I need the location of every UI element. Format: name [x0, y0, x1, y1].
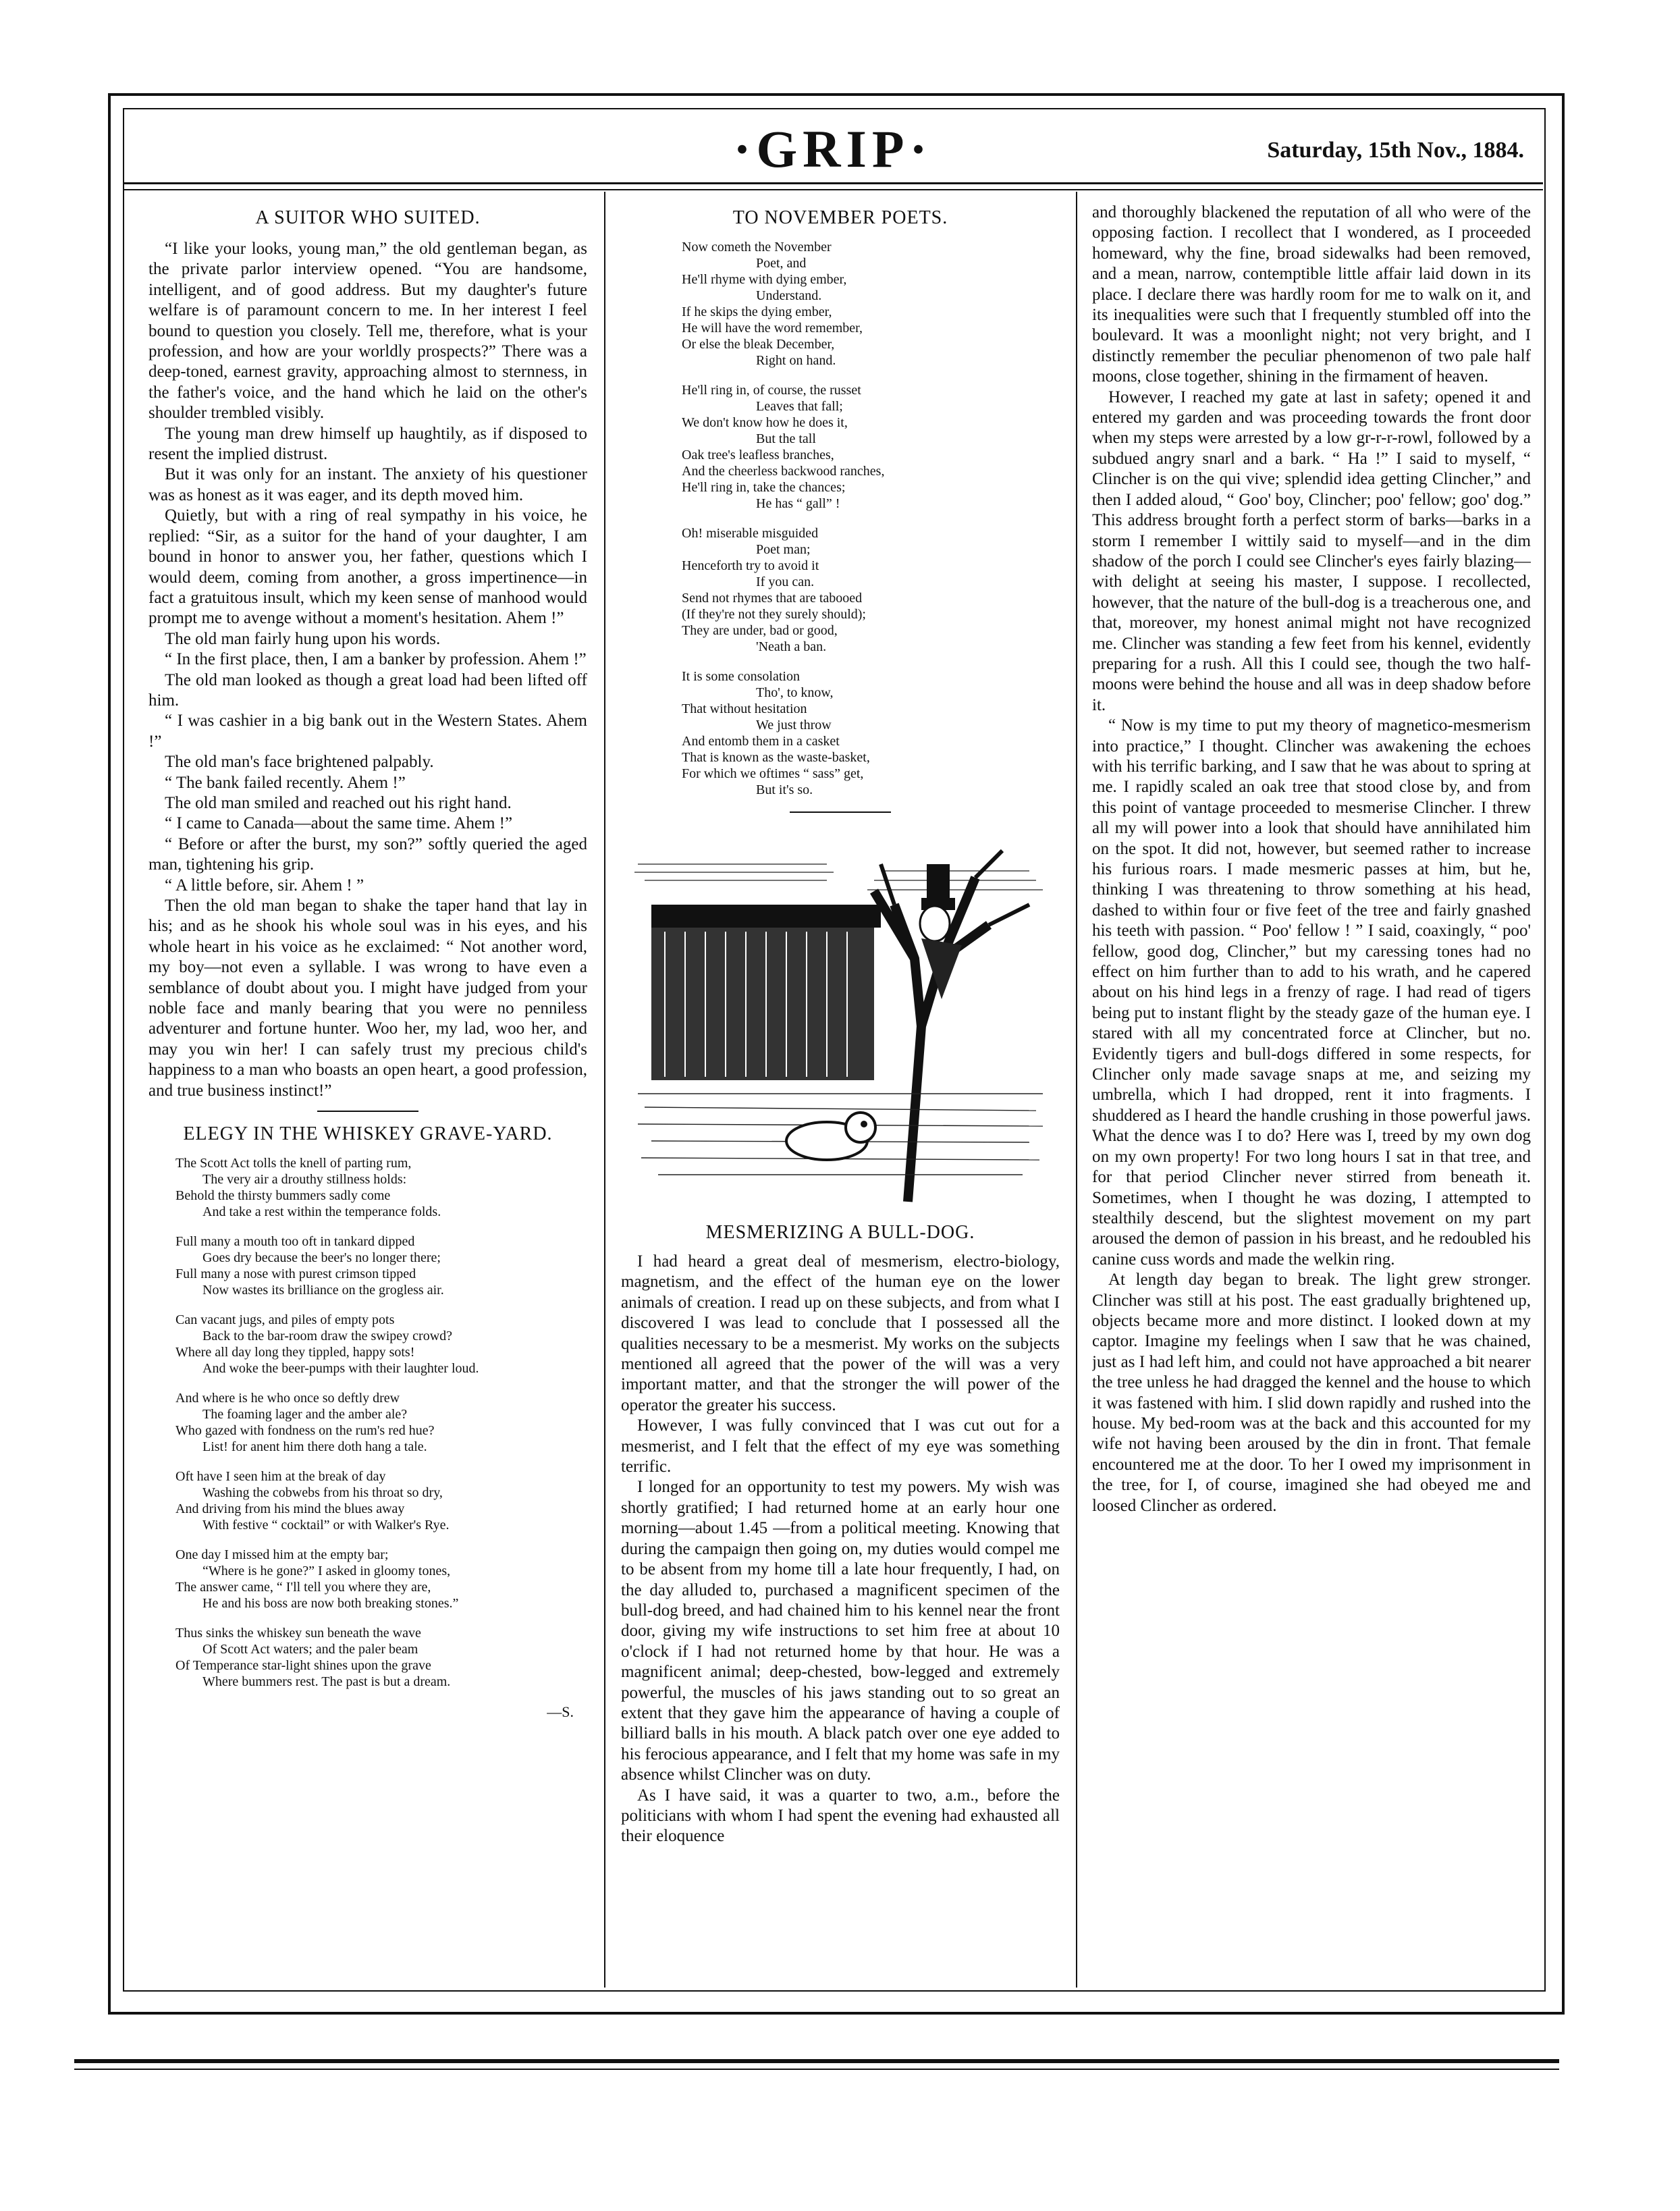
paragraph: The young man drew himself up haughtily, as if disposed to resent the implied distrust.	[148, 424, 587, 464]
paragraph: However, I reached my gate at last in safety; opened it and entered my garden and was proceeding towards the front door when my steps were arrested by a low gr-r-r-rowl, followed by a subdued angry snarl and a bark. “ Ha !” I said to myself, “ Clincher is on the qui vive; splendid idea getting Clincher,” and then I added aloud, “ Goo' boy, Clincher; poo' fellow; goo' dog.” This address brought forth a perfect storm of barks—barks in a storm I remember I wittily said to myself—and in the dim shadow of the porch I could see Clincher's eyes fairly blazing—with delight at seeing his master, I suppose. I recollected, however, that the nature of the bull-dog is a treacherous one, and that, moreover, my honest animal might not have recognized me. Clincher was standing a few feet from his kennel, evidently preparing for a rush. All this I could see, though the two half-moons were behind the house and all was in deep shadow before it.	[1092, 388, 1531, 714]
paragraph: The old man looked as though a great load had been lifted off him.	[148, 670, 587, 710]
column-divider	[1076, 192, 1077, 1988]
elegy-signature: —S.	[547, 1703, 574, 1721]
poem-line: Oak tree's leafless branches,	[682, 448, 834, 462]
poem-line: He and his boss are now both breaking stones.”	[202, 1596, 459, 1611]
paragraph: At length day began to break. The light grew stronger. Clincher was still at his post. The east gradually brightened up, objects became more and more distinct. I looked down at my captor. Imagine my feelings when I saw that he was chained, just as I had left him, and could not have approached a bit nearer the tree unless he had dragged the kennel and the house to which it was fastened with him. I slid down rapidly and rushed into the house. My bed-room was at the back and this accounted for my wife not having been aroused by the din in front. That female encountered me at the door. To her I owed my imprisonment in the tree, for I, of course, imagined she had obeyed me and loosed Clincher as ordered.	[1092, 1271, 1531, 1515]
column-2	[621, 203, 1060, 1985]
poem-line: Washing the cobwebs from his throat so dry,	[202, 1485, 443, 1501]
poem-line: It is some consolation	[682, 669, 800, 684]
poem-line: Right on hand.	[756, 353, 836, 368]
poem-line: The Scott Act tolls the knell of parting rum,	[175, 1156, 412, 1171]
paragraph: However, I was fully convinced that I was cut out for a mesmerist, and I felt that the effect of my eye was something terrific.	[621, 1416, 1060, 1476]
stanza	[175, 1625, 587, 1690]
poem-line: And woke the beer-pumps with their laughter loud.	[202, 1361, 479, 1377]
poem-line: And take a rest within the temperance folds.	[202, 1204, 441, 1220]
poem-line: Can vacant jugs, and piles of empty pots	[175, 1312, 395, 1328]
poem-line: Who gazed with fondness on the rum's red hue?	[175, 1423, 435, 1439]
poem-line: Leaves that fall;	[756, 399, 843, 414]
poem-line: And entomb them in a casket	[682, 734, 840, 749]
poem-line: That without hesitation	[682, 701, 807, 716]
illustration-caption: MESMERIZING A BULL-DOG.	[705, 1222, 975, 1243]
poem-line: The foaming lager and the amber ale?	[202, 1407, 408, 1422]
poem-line: Thus sinks the whiskey sun beneath the wave	[175, 1626, 421, 1641]
stanza	[175, 1155, 587, 1220]
mesmer-article-part-2	[1092, 203, 1531, 1516]
poem-line: For which we oftimes “ sass” get,	[682, 766, 864, 781]
paragraph: “ In the first place, then, I am a banker by profession. Ahem !”	[165, 650, 587, 669]
article-separator	[790, 811, 891, 813]
bull-dog-illustration	[624, 824, 1056, 1215]
paragraph: I had heard a great deal of mesmerism, electro-biology, magnetism, and the effect of the human eye on the lower animals of creation. I read up on these subjects, and from what I discovered I was lead to conclude that I possessed all the qualities necessary to be a mesmerist. My works on the subjects mentioned all agreed that the power of the will was a very important matter, and that the stronger the will power of the operator the greater his success.	[621, 1252, 1060, 1414]
poem-line: 'Neath a ban.	[756, 639, 827, 654]
masthead	[123, 113, 1543, 181]
poem-line: And the cheerless backwood ranches,	[682, 464, 885, 479]
poem-line: (If they're not they surely should);	[682, 607, 866, 622]
poem-line: Oh! miserable misguided	[682, 526, 819, 541]
poem-line: Where bummers rest. The past is but a dream.	[202, 1674, 451, 1690]
poem-line: That is known as the waste-basket,	[682, 750, 870, 765]
poem-line: Tho', to know,	[756, 685, 834, 700]
poem-line: We don't know how he does it,	[682, 415, 848, 430]
poem-line: The answer came, “ I'll tell you where they are,	[175, 1580, 431, 1595]
stanza	[175, 1468, 587, 1533]
column-divider	[604, 192, 605, 1988]
article-separator	[317, 1111, 418, 1112]
poem-line: One day I missed him at the empty bar;	[175, 1547, 389, 1563]
column-1	[148, 203, 587, 1985]
paragraph: “ The bank failed recently. Ahem !”	[165, 773, 406, 792]
poem-line: He'll rhyme with dying ember,	[682, 272, 847, 287]
poem-line: We just throw	[756, 718, 832, 732]
paragraph: “ Before or after the burst, my son?” softly queried the aged man, tightening his grip.	[148, 834, 587, 874]
poem-line: Behold the thirsty bummers sadly come	[175, 1188, 391, 1204]
paragraph: and thoroughly blackened the reputation of all who were of the opposing faction. I recollect that I wondered, as I proceeded homeward, why the fine, broad sidewalks had been removed, and a mean, narrow, contemptible little affair laid down in its place. I declare there was hardly room for me to walk on it, and its inequalities were such that I frequently stumbled off into the boulevard. It was a moonlight night; not very bright, and I distinctly remember the peculiar phenomenon of two pale half moons, close together, shining in the firmament of heaven.	[1092, 203, 1531, 386]
poem-line: But the tall	[756, 431, 816, 446]
stanza	[682, 668, 1060, 798]
column-3	[1092, 203, 1531, 1985]
paragraph: “ A little before, sir. Ahem ! ”	[165, 876, 364, 895]
poets-poem	[621, 239, 1060, 798]
paragraph: Quietly, but with a ring of real sympathy in his voice, he replied: “Sir, as a suitor for the hand of your daughter, I am bound in honor to answer you, her father, questions which I would deem, coming from another, a gross impertinence—in fact a gratuitous insult, which my keen sense of manhood would prompt me to avenge without a moment's hesitation. Ahem !”	[148, 506, 587, 628]
poem-line: He has “ gall” !	[756, 496, 840, 511]
paragraph: The old man fairly hung upon his words.	[165, 629, 441, 648]
poem-line: With festive “ cocktail” or with Walker's Rye.	[202, 1518, 450, 1533]
poem-line: He'll ring in, of course, the russet	[682, 383, 861, 398]
poem-line: They are under, bad or good,	[682, 623, 838, 638]
paragraph: “ I was cashier in a big bank out in the Western States. Ahem !”	[148, 712, 587, 751]
mesmer-article-part-1	[621, 1252, 1060, 1847]
masthead-title: ·GRIP·	[733, 119, 933, 178]
poem-line: And where is he who once so deftly drew	[175, 1391, 400, 1406]
poem-line: Full many a mouth too oft in tankard dipped	[175, 1234, 415, 1250]
page-bottom-rule	[74, 2059, 1559, 2063]
poem-line: Full many a nose with purest crimson tipped	[175, 1267, 416, 1282]
poem-line: Of Scott Act waters; and the paler beam	[202, 1642, 418, 1657]
elegy-poem	[148, 1155, 587, 1690]
poem-line: Henceforth try to avoid it	[682, 558, 819, 573]
stanza	[175, 1233, 587, 1298]
poem-line: But it's so.	[756, 782, 813, 797]
poem-line: Now cometh the November	[682, 240, 832, 255]
page-bottom-rule-thin	[74, 2069, 1559, 2070]
poets-title: TO NOVEMBER POETS.	[732, 207, 948, 228]
poem-line: “Where is he gone?” I asked in gloomy tones,	[202, 1564, 451, 1579]
paragraph: “ Now is my time to put my theory of magnetico-mesmerism into practice,” I thought. Clincher was awakening the echoes with his terrific barking, and I saw that he was about to spring at me. I rapidly scaled an oak tree that stood close by, and from this point of vantage proceeded to mesmerise Clincher. I threw all my will power into a look that should have annihilated him on the spot. It did not, however, but seemed rather to increase his furious roars. I made mesmeric passes at him, but he, thinking I was threatening to throw something at his head, dashed to within four or five feet of the tree and fairly gnashed his teeth with passion. “ Poo' fellow ! ” I said, coaxingly, “ poo' fellow, good dog, Clincher,” but my caressing tones had no effect on him further than to add to his wrath, and he capered about on his hind legs in a frenzy of rage. I had read of tigers being put to instant flight by the steady gaze of the human eye. I stared with all my concentrated force at Clincher, but no. Evidently tigers and bull-dogs differed in some respects, for Clincher only made savage snaps at me, and seizing my umbrella, which I had dropped, rent it into fragments. I shuddered as I heard the handle crushing in those powerful jaws. What the dence was I to do? Here was I, treed by my own dog on my own property! For two long hours I sat in that tree, and for that period Clincher never stirred from beneath it. Sometimes, when I thought he was dozing, I attempted to stealthily descend, but the slightest movement on my part aroused the demon of passion in his breast, and he redoubled his canine cuss words and made the welkin ring.	[1092, 716, 1531, 1269]
poem-line: The very air a drouthy stillness holds:	[202, 1172, 407, 1188]
poem-line: He will have the word remember,	[682, 321, 863, 336]
poem-line: Poet, and	[756, 256, 807, 271]
paragraph: The old man smiled and reached out his right hand.	[165, 793, 512, 812]
poem-line: If you can.	[756, 575, 815, 589]
stanza	[175, 1390, 587, 1455]
poem-line: He'll ring in, take the chances;	[682, 480, 846, 495]
paragraph: But it was only for an instant. The anxiety of his questioner was as honest as it was eager, and its depth moved him.	[148, 465, 587, 504]
poem-line: Where all day long they tippled, happy sots!	[175, 1345, 415, 1360]
paragraph: I longed for an opportunity to test my powers. My wish was shortly gratified; I had returned home at an early hour one morning—about 1.45 —from a political meeting. Knowing that during the campaign then going on, my duties would compel me to be absent from my home till a late hour frequently, I had, on the day alluded to, purchased a magnificent specimen of the bull-dog breed, and had chained him to his kennel near the front door, giving my wife instructions to set him free at about 10 o'clock if I had not returned home by that hour. He was a magnificent animal; deep-chested, bow-legged and extremely powerful, the muscles of his jaws standing out to so great an extent that they gave him the appearance of having a couple of billiard balls in his mouth. A black patch over one eye added to his ferocious appearance, and I felt that my home was safe in my absence whilst Clincher was on duty.	[621, 1478, 1060, 1784]
poem-line: Of Temperance star-light shines upon the grave	[175, 1658, 431, 1674]
poem-line: And driving from his mind the blues away	[175, 1501, 405, 1517]
masthead-rule	[123, 182, 1543, 184]
poem-line: Poet man;	[756, 542, 811, 557]
poem-line: If he skips the dying ember,	[682, 304, 832, 319]
paragraph: “I like your looks, young man,” the old gentleman began, as the private parlor interview opened. “You are handsome, intelligent, and of good address. But my daughter's future welfare is of paramount concern to me. In her interest I feel bound to question you closely. Tell me, therefore, what is your profession, and how are your worldly prospects?” There was a deep-toned, earnest gravity, approaching almost to sternness, in the father's voice, and the hand which he laid on the other's shoulder trembled visibly.	[148, 240, 587, 423]
paragraph: The old man's face brightened palpably.	[165, 753, 434, 772]
paragraph: Then the old man began to shake the taper hand that lay in his; and as he shook his whole soul was in his eyes, and his whole heart in his voice as he exclaimed: “ Not another word, my boy—not even a syllable. I was wrong to have even a semblance of doubt about you. I might have judged from your noble face and manly bearing that you were no penniless adventurer and fortune hunter. Woo her, my lad, woo her, and may you win her! I can safely trust my precious child's happiness to a man who boasts an open heart, a good profession, and true business instinct!”	[148, 897, 587, 1100]
paragraph: As I have said, it was a quarter to two, a.m., before the politicians with whom I had spent the evening had exhausted all their eloquence	[621, 1786, 1060, 1846]
poem-line: List! for anent him there doth hang a tale.	[202, 1439, 427, 1455]
stanza	[682, 239, 1060, 369]
masthead-rule-thin	[123, 189, 1543, 190]
elegy-title: ELEGY IN THE WHISKEY GRAVE-YARD.	[183, 1123, 553, 1145]
paragraph: “ I came to Canada—about the same time. Ahem !”	[165, 814, 513, 833]
masthead-date: Saturday, 15th Nov., 1884.	[1267, 138, 1524, 163]
stanza	[682, 382, 1060, 512]
poem-line: Or else the bleak December,	[682, 337, 835, 352]
suitor-title: A SUITOR WHO SUITED.	[255, 207, 481, 228]
suitor-article	[148, 239, 587, 1101]
poem-line: Understand.	[756, 288, 822, 303]
poem-line: Back to the bar-room draw the swipey crowd?	[202, 1329, 453, 1344]
poem-line: Goes dry because the beer's no longer there;	[202, 1250, 441, 1266]
poem-line: Send not rhymes that are tabooed	[682, 591, 863, 606]
stanza	[175, 1312, 587, 1377]
poem-line: Oft have I seen him at the break of day	[175, 1469, 386, 1485]
stanza	[682, 525, 1060, 655]
stanza	[175, 1547, 587, 1611]
poem-line: Now wastes its brilliance on the grogless air.	[202, 1283, 444, 1298]
